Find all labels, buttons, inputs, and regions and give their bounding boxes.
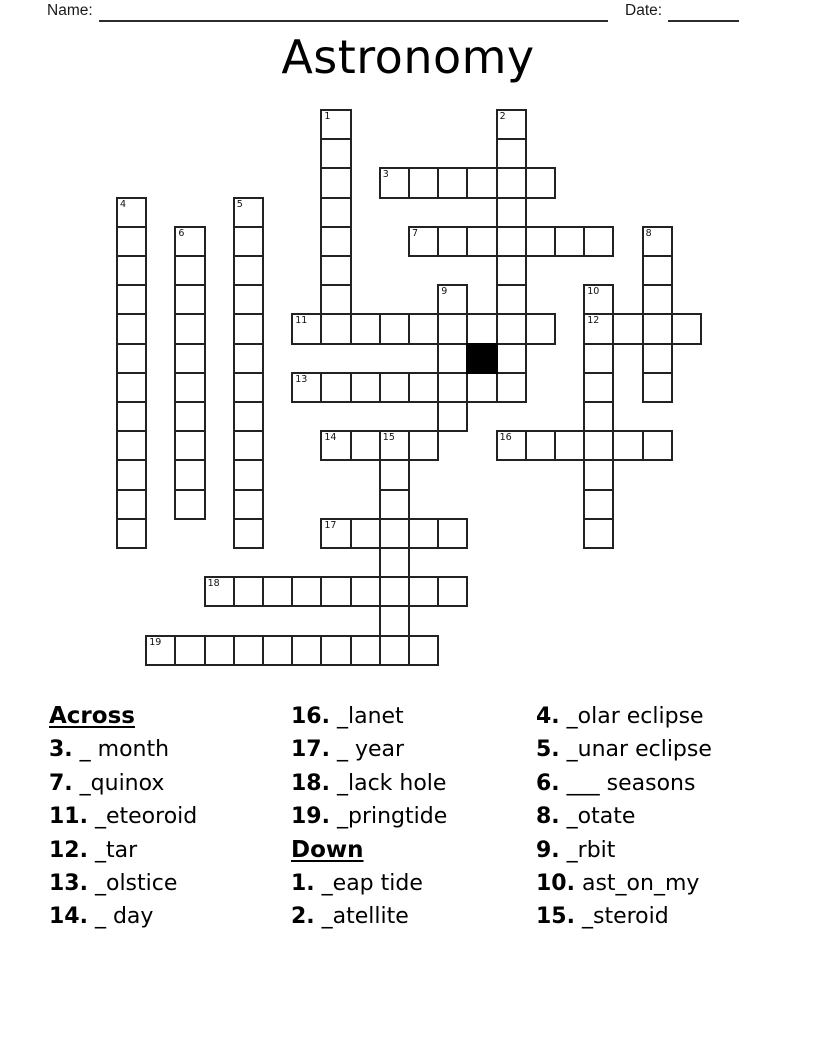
grid-cell[interactable] (379, 372, 410, 403)
grid-cell[interactable] (642, 343, 673, 374)
grid-cell[interactable] (350, 372, 381, 403)
grid-cell[interactable] (320, 167, 351, 198)
cell-number: 8 (645, 227, 652, 239)
clue-text: _pringtide (329, 804, 448, 830)
grid-cell[interactable] (291, 372, 322, 403)
grid-cell[interactable] (233, 372, 264, 403)
clue-text: _ year (329, 737, 405, 763)
grid-cell[interactable] (671, 313, 702, 344)
clue-item (536, 733, 712, 766)
clue-text: _atellite (314, 904, 409, 930)
grid-cell[interactable] (350, 518, 381, 549)
grid-cell[interactable] (583, 284, 614, 315)
grid-cell[interactable] (116, 284, 147, 315)
grid-cell[interactable] (174, 459, 205, 490)
grid-cell[interactable] (379, 635, 410, 666)
clue-item (291, 800, 447, 833)
clue-text: _ month (72, 737, 170, 763)
grid-cell[interactable] (291, 635, 322, 666)
grid-cell[interactable] (174, 284, 205, 315)
clue-number: 3. (49, 737, 73, 763)
name-label: Name: (47, 2, 93, 19)
clue-number: 4. (536, 704, 560, 729)
grid-cell[interactable] (496, 255, 527, 286)
grid-cell[interactable] (583, 226, 614, 257)
grid-cell[interactable] (379, 576, 410, 607)
grid-cell[interactable] (437, 518, 468, 549)
cell-number: 14 (324, 432, 337, 444)
grid-cell[interactable] (583, 313, 614, 344)
grid-cell[interactable] (642, 226, 673, 257)
grid-cell[interactable] (379, 518, 410, 549)
grid-cell[interactable] (350, 576, 381, 607)
clue-text: _olstice (87, 871, 178, 897)
grid-cell[interactable] (496, 167, 527, 198)
clue-number: 16. (291, 704, 330, 729)
grid-cell[interactable] (583, 489, 614, 520)
grid-cell[interactable] (379, 313, 410, 344)
grid-cell[interactable] (116, 313, 147, 344)
clues-column-left (49, 700, 197, 934)
clue-text: ast_on_my (574, 871, 700, 897)
grid-cell[interactable] (496, 284, 527, 315)
clue-item (291, 867, 447, 900)
clues-column-middle (291, 700, 447, 934)
grid-cell[interactable] (320, 576, 351, 607)
grid-cell[interactable] (116, 226, 147, 257)
grid-cell[interactable] (496, 138, 527, 169)
clue-item (49, 767, 197, 800)
grid-cell[interactable] (233, 576, 264, 607)
grid-cell[interactable] (174, 226, 205, 257)
clue-number: 2. (291, 904, 315, 930)
clue-text: _lanet (329, 704, 404, 729)
clue-number: 9. (536, 837, 560, 863)
grid-cell[interactable] (233, 255, 264, 286)
grid-cell[interactable] (320, 635, 351, 666)
clue-item (291, 733, 447, 766)
clue-item (49, 733, 197, 766)
grid-cell[interactable] (233, 284, 264, 315)
grid-cell[interactable] (320, 313, 351, 344)
grid-cell[interactable] (174, 343, 205, 374)
grid-cell[interactable] (379, 605, 410, 636)
grid-cell[interactable] (174, 372, 205, 403)
cell-number: 18 (207, 578, 220, 590)
grid-cell[interactable] (642, 255, 673, 286)
across-heading: Across (49, 703, 135, 729)
cell-number: 12 (587, 315, 600, 327)
grid-cell[interactable] (233, 226, 264, 257)
grid-cell[interactable] (320, 197, 351, 228)
grid-cell[interactable] (233, 197, 264, 228)
grid-cell[interactable] (233, 635, 264, 666)
cell-number: 15 (382, 432, 395, 444)
clue-text: _unar eclipse (559, 737, 712, 763)
grid-cell[interactable] (525, 226, 556, 257)
grid-cell[interactable] (320, 372, 351, 403)
cell-number: 7 (412, 227, 419, 239)
grid-cell[interactable] (320, 430, 351, 461)
grid-cell[interactable] (642, 430, 673, 461)
clue-item (291, 700, 447, 733)
clue-item (49, 900, 197, 933)
grid-cell[interactable] (496, 372, 527, 403)
black-cell (466, 343, 497, 374)
clue-item (536, 867, 712, 900)
clue-item (49, 834, 197, 867)
clue-number: 8. (536, 804, 560, 830)
grid-cell[interactable] (496, 313, 527, 344)
cell-number: 3 (382, 169, 389, 181)
grid-cell[interactable] (174, 635, 205, 666)
grid-cell[interactable] (204, 576, 235, 607)
grid-cell[interactable] (437, 226, 468, 257)
grid-cell[interactable] (320, 138, 351, 169)
grid-cell[interactable] (642, 372, 673, 403)
grid-cell[interactable] (233, 401, 264, 432)
cell-number: 2 (499, 111, 506, 122)
grid-cell[interactable] (291, 313, 322, 344)
clue-number: 19. (291, 804, 330, 830)
grid-cell[interactable] (116, 459, 147, 490)
grid-cell[interactable] (233, 459, 264, 490)
grid-cell[interactable] (379, 547, 410, 578)
grid-cell[interactable] (642, 313, 673, 344)
grid-cell[interactable] (642, 284, 673, 315)
clue-item (536, 700, 712, 733)
grid-cell[interactable] (437, 372, 468, 403)
grid-cell[interactable] (437, 576, 468, 607)
grid-cell[interactable] (379, 489, 410, 520)
clue-text: _quinox (72, 770, 165, 796)
grid-cell[interactable] (437, 313, 468, 344)
grid-cell[interactable] (116, 255, 147, 286)
grid-cell[interactable] (320, 255, 351, 286)
clue-item (49, 867, 197, 900)
grid-cell[interactable] (525, 430, 556, 461)
grid-cell[interactable] (554, 226, 585, 257)
clue-text: ___ seasons (559, 770, 696, 796)
grid-cell[interactable] (204, 635, 235, 666)
grid-cell[interactable] (583, 430, 614, 461)
grid-cell[interactable] (466, 167, 497, 198)
cell-number: 10 (587, 286, 600, 298)
grid-cell[interactable] (583, 343, 614, 374)
grid-cell[interactable] (262, 635, 293, 666)
grid-cell[interactable] (233, 313, 264, 344)
clue-number: 12. (49, 837, 88, 863)
clue-item (536, 800, 712, 833)
grid-cell[interactable] (583, 401, 614, 432)
grid-cell[interactable] (116, 518, 147, 549)
grid-cell[interactable] (496, 109, 527, 140)
cell-number: 1 (324, 111, 331, 122)
grid-cell[interactable] (350, 313, 381, 344)
clue-number: 5. (536, 737, 560, 763)
grid-cell[interactable] (408, 518, 439, 549)
grid-cell[interactable] (350, 635, 381, 666)
clue-item (291, 767, 447, 800)
grid-cell[interactable] (116, 197, 147, 228)
grid-cell[interactable] (554, 430, 585, 461)
grid-cell[interactable] (116, 343, 147, 374)
clue-item (49, 800, 197, 833)
cell-number: 19 (149, 636, 162, 648)
grid-cell[interactable] (466, 372, 497, 403)
puzzle-title: Astronomy (281, 30, 535, 84)
clue-text: _otate (559, 804, 636, 830)
grid-cell[interactable] (320, 226, 351, 257)
clue-number: 14. (49, 904, 88, 930)
clue-text: _ day (87, 904, 154, 930)
clue-text: _steroid (574, 904, 669, 930)
grid-cell[interactable] (116, 489, 147, 520)
grid-cell[interactable] (612, 430, 643, 461)
clue-text: _tar (87, 837, 138, 863)
grid-cell[interactable] (174, 313, 205, 344)
cell-number: 5 (236, 198, 243, 210)
clue-number: 15. (536, 904, 575, 930)
clue-number: 6. (536, 770, 560, 796)
grid-cell[interactable] (116, 372, 147, 403)
clue-item (291, 900, 447, 933)
clue-text: _rbit (559, 837, 616, 863)
cell-number: 11 (295, 315, 308, 327)
grid-cell[interactable] (233, 518, 264, 549)
grid-cell[interactable] (116, 430, 147, 461)
grid-cell[interactable] (233, 430, 264, 461)
clue-item (536, 900, 712, 933)
grid-cell[interactable] (496, 343, 527, 374)
cell-number: 13 (295, 373, 308, 385)
grid-cell[interactable] (496, 430, 527, 461)
clue-text: _lack hole (329, 770, 447, 796)
cell-number: 17 (324, 519, 337, 531)
clue-item (536, 767, 712, 800)
grid-cell[interactable] (583, 459, 614, 490)
clue-number: 13. (49, 871, 88, 897)
grid-cell[interactable] (408, 226, 439, 257)
cell-number: 4 (120, 198, 127, 210)
grid-cell[interactable] (408, 372, 439, 403)
grid-cell[interactable] (116, 401, 147, 432)
cell-number: 6 (178, 227, 185, 239)
date-label: Date: (625, 2, 663, 19)
grid-cell[interactable] (525, 167, 556, 198)
grid-cell[interactable] (612, 313, 643, 344)
grid-cell[interactable] (583, 518, 614, 549)
grid-cell[interactable] (583, 372, 614, 403)
grid-cell[interactable] (145, 635, 176, 666)
clue-text: _eap tide (314, 871, 423, 897)
clue-number: 11. (49, 804, 88, 830)
clue-number: 18. (291, 770, 330, 796)
grid-cell[interactable] (174, 255, 205, 286)
grid-cell[interactable] (437, 167, 468, 198)
grid-cell[interactable] (437, 401, 468, 432)
grid-cell[interactable] (379, 459, 410, 490)
grid-cell[interactable] (408, 430, 439, 461)
grid-cell[interactable] (174, 401, 205, 432)
grid-cell[interactable] (350, 430, 381, 461)
grid-cell[interactable] (291, 576, 322, 607)
grid-cell[interactable] (437, 343, 468, 374)
grid-cell[interactable] (379, 430, 410, 461)
grid-cell[interactable] (379, 167, 410, 198)
grid-cell[interactable] (496, 226, 527, 257)
grid-cell[interactable] (174, 430, 205, 461)
down-heading: Down (291, 836, 364, 863)
grid-cell[interactable] (466, 226, 497, 257)
cell-number: 9 (441, 286, 448, 298)
grid-cell[interactable] (408, 635, 439, 666)
grid-cell[interactable] (408, 313, 439, 344)
grid-cell[interactable] (466, 313, 497, 344)
clue-item (536, 834, 712, 867)
clue-number: 17. (291, 737, 330, 763)
grid-cell[interactable] (174, 489, 205, 520)
grid-cell[interactable] (233, 343, 264, 374)
grid-cell[interactable] (525, 313, 556, 344)
clue-text: _eteoroid (87, 804, 198, 830)
clues-column-right (536, 700, 712, 934)
grid-cell[interactable] (320, 109, 351, 140)
grid-cell[interactable] (408, 576, 439, 607)
grid-cell[interactable] (233, 489, 264, 520)
grid-cell[interactable] (408, 167, 439, 198)
clue-number: 1. (291, 871, 315, 897)
grid-cell[interactable] (320, 518, 351, 549)
clue-text: _olar eclipse (559, 704, 704, 729)
grid-cell[interactable] (262, 576, 293, 607)
grid-cell[interactable] (437, 284, 468, 315)
grid-cell[interactable] (320, 284, 351, 315)
clue-number: 7. (49, 770, 73, 796)
cell-number: 16 (499, 432, 512, 444)
clue-number: 10. (536, 871, 575, 897)
grid-cell[interactable] (496, 197, 527, 228)
